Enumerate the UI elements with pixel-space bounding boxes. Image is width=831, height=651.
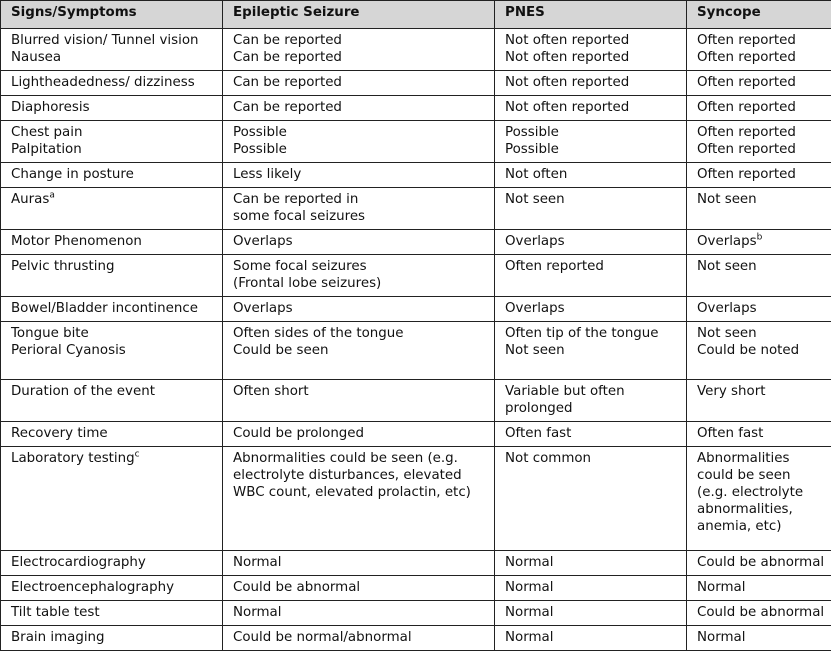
cell-epileptic-seizure — [223, 601, 495, 626]
cell-epileptic-seizure — [223, 29, 495, 71]
cell-pnes — [495, 576, 687, 601]
cell-text: Could be abnormal — [233, 580, 360, 595]
cell-text: Not often — [505, 167, 567, 182]
cell-text: Normal — [697, 630, 745, 645]
cell-text: Blurred vision/ Tunnel vision Nausea — [11, 33, 199, 65]
cell-syncope — [687, 230, 831, 255]
cell-text: Motor Phenomenon — [11, 234, 142, 249]
cell-text: Not seen — [697, 259, 757, 274]
table-row — [1, 322, 831, 380]
cell-text: Tilt table test — [11, 605, 100, 620]
cell-text: Can be reported — [233, 100, 342, 115]
table-row — [1, 380, 831, 422]
cell-syncope — [687, 255, 831, 297]
table-row — [1, 447, 831, 551]
cell-text: Normal — [505, 630, 553, 645]
cell-sign-symptom — [1, 322, 223, 380]
cell-text: Abnormalities could be seen (e.g. electrolyte abnormalities, anemia, etc) — [697, 451, 803, 534]
cell-text: Brain imaging — [11, 630, 105, 645]
table-row — [1, 601, 831, 626]
cell-syncope — [687, 29, 831, 71]
cell-pnes — [495, 380, 687, 422]
cell-sign-symptom — [1, 188, 223, 230]
cell-sign-symptom — [1, 255, 223, 297]
cell-text: Variable but often prolonged — [505, 384, 625, 416]
cell-pnes — [495, 188, 687, 230]
cell-text: Often tip of the tongue Not seen — [505, 326, 659, 358]
cell-pnes — [495, 29, 687, 71]
cell-syncope — [687, 551, 831, 576]
table-body — [1, 29, 831, 651]
cell-syncope — [687, 601, 831, 626]
header-row — [1, 1, 831, 29]
table-row — [1, 96, 831, 121]
cell-text: Overlaps — [233, 301, 293, 316]
cell-text: Often reported — [697, 100, 796, 115]
cell-pnes — [495, 422, 687, 447]
cell-text: Could be abnormal — [697, 555, 824, 570]
cell-pnes — [495, 322, 687, 380]
cell-text: Bowel/Bladder incontinence — [11, 301, 198, 316]
cell-text: Often reported Often reported — [697, 125, 796, 157]
cell-syncope — [687, 322, 831, 380]
cell-syncope — [687, 626, 831, 651]
table-row — [1, 255, 831, 297]
cell-text: Normal — [697, 580, 745, 595]
cell-sign-symptom — [1, 380, 223, 422]
table-row — [1, 163, 831, 188]
cell-sign-symptom — [1, 601, 223, 626]
cell-pnes — [495, 230, 687, 255]
cell-epileptic-seizure — [223, 626, 495, 651]
cell-text: Chest pain Palpitation — [11, 125, 82, 157]
cell-text: Not common — [505, 451, 591, 466]
cell-text: Normal — [505, 580, 553, 595]
cell-syncope — [687, 163, 831, 188]
cell-text: Often sides of the tongue Could be seen — [233, 326, 403, 358]
footnote-marker: b — [757, 233, 763, 243]
cell-text: Possible Possible — [233, 125, 287, 157]
cell-sign-symptom — [1, 29, 223, 71]
cell-syncope — [687, 71, 831, 96]
cell-text: Overlaps — [505, 234, 565, 249]
cell-syncope — [687, 96, 831, 121]
cell-epileptic-seizure — [223, 96, 495, 121]
cell-text: Often reported — [505, 259, 604, 274]
header-epileptic-seizure: Epileptic Seizure — [223, 1, 495, 29]
cell-text: Not often reported — [505, 75, 629, 90]
cell-text: Often fast — [505, 426, 571, 441]
cell-sign-symptom — [1, 297, 223, 322]
cell-text: Can be reported — [233, 75, 342, 90]
table-row — [1, 297, 831, 322]
cell-text: Not seen Could be noted — [697, 326, 799, 358]
cell-syncope — [687, 422, 831, 447]
cell-sign-symptom — [1, 96, 223, 121]
cell-pnes — [495, 297, 687, 322]
table-row — [1, 121, 831, 163]
cell-pnes — [495, 163, 687, 188]
cell-text: Less likely — [233, 167, 301, 182]
cell-pnes — [495, 71, 687, 96]
cell-text: Possible Possible — [505, 125, 559, 157]
cell-text: Overlaps — [233, 234, 293, 249]
cell-text: Not seen — [505, 192, 565, 207]
cell-epileptic-seizure — [223, 255, 495, 297]
cell-text: Recovery time — [11, 426, 108, 441]
header-pnes: PNES — [495, 1, 687, 29]
cell-epileptic-seizure — [223, 422, 495, 447]
cell-text: Normal — [505, 605, 553, 620]
cell-sign-symptom — [1, 422, 223, 447]
cell-text: Often fast — [697, 426, 763, 441]
cell-syncope — [687, 380, 831, 422]
cell-sign-symptom — [1, 121, 223, 163]
cell-text: Normal — [505, 555, 553, 570]
cell-text: Overlaps — [697, 234, 757, 249]
cell-text: Very short — [697, 384, 765, 399]
cell-epileptic-seizure — [223, 230, 495, 255]
cell-pnes — [495, 96, 687, 121]
cell-syncope — [687, 447, 831, 551]
header-syncope: Syncope — [687, 1, 831, 29]
table-row — [1, 29, 831, 71]
cell-text: Laboratory testing — [11, 451, 135, 466]
cell-sign-symptom — [1, 71, 223, 96]
cell-text: Diaphoresis — [11, 100, 90, 115]
cell-syncope — [687, 576, 831, 601]
table-row — [1, 188, 831, 230]
cell-text: Overlaps — [697, 301, 757, 316]
cell-sign-symptom — [1, 163, 223, 188]
cell-text: Often reported Often reported — [697, 33, 796, 65]
cell-text: Change in posture — [11, 167, 134, 182]
cell-sign-symptom — [1, 576, 223, 601]
table-row — [1, 71, 831, 96]
footnote-marker: a — [49, 191, 55, 201]
cell-epileptic-seizure — [223, 322, 495, 380]
cell-text: Duration of the event — [11, 384, 155, 399]
cell-sign-symptom — [1, 447, 223, 551]
cell-text: Not often reported Not often reported — [505, 33, 629, 65]
cell-pnes — [495, 255, 687, 297]
cell-text: Not seen — [697, 192, 757, 207]
table-row — [1, 551, 831, 576]
cell-text: Can be reported Can be reported — [233, 33, 342, 65]
cell-text: Could be abnormal — [697, 605, 824, 620]
cell-text: Can be reported in some focal seizures — [233, 192, 365, 224]
cell-text: Electrocardiography — [11, 555, 146, 570]
cell-epileptic-seizure — [223, 576, 495, 601]
cell-epileptic-seizure — [223, 380, 495, 422]
cell-pnes — [495, 447, 687, 551]
cell-text: Could be normal/abnormal — [233, 630, 412, 645]
cell-text: Often short — [233, 384, 309, 399]
cell-epileptic-seizure — [223, 551, 495, 576]
cell-pnes — [495, 601, 687, 626]
cell-epileptic-seizure — [223, 121, 495, 163]
cell-epileptic-seizure — [223, 297, 495, 322]
cell-sign-symptom — [1, 626, 223, 651]
cell-syncope — [687, 188, 831, 230]
cell-epileptic-seizure — [223, 71, 495, 96]
cell-text: Lightheadedness/ dizziness — [11, 75, 195, 90]
cell-epileptic-seizure — [223, 447, 495, 551]
cell-text: Often reported — [697, 75, 796, 90]
cell-pnes — [495, 626, 687, 651]
footnote-marker: c — [135, 450, 140, 460]
header-signs-symptoms: Signs/Symptoms — [1, 1, 223, 29]
cell-text: Could be prolonged — [233, 426, 364, 441]
cell-pnes — [495, 121, 687, 163]
cell-text: Tongue bite Perioral Cyanosis — [11, 326, 126, 358]
table-row — [1, 626, 831, 651]
cell-sign-symptom — [1, 230, 223, 255]
cell-pnes — [495, 551, 687, 576]
cell-text: Not often reported — [505, 100, 629, 115]
cell-text: Some focal seizures (Frontal lobe seizures) — [233, 259, 381, 291]
cell-epileptic-seizure — [223, 163, 495, 188]
cell-text: Overlaps — [505, 301, 565, 316]
cell-text: Pelvic thrusting — [11, 259, 114, 274]
cell-text: Often reported — [697, 167, 796, 182]
cell-text: Abnormalities could be seen (e.g. electrolyte disturbances, elevated WBC count, elevated prolactin, etc) — [233, 451, 471, 500]
cell-text: Normal — [233, 605, 281, 620]
cell-syncope — [687, 121, 831, 163]
table-row — [1, 422, 831, 447]
table-row — [1, 230, 831, 255]
cell-epileptic-seizure — [223, 188, 495, 230]
cell-text: Auras — [11, 192, 49, 207]
cell-sign-symptom — [1, 551, 223, 576]
cell-syncope — [687, 297, 831, 322]
cell-text: Electroencephalography — [11, 580, 174, 595]
cell-text: Normal — [233, 555, 281, 570]
table-row — [1, 576, 831, 601]
